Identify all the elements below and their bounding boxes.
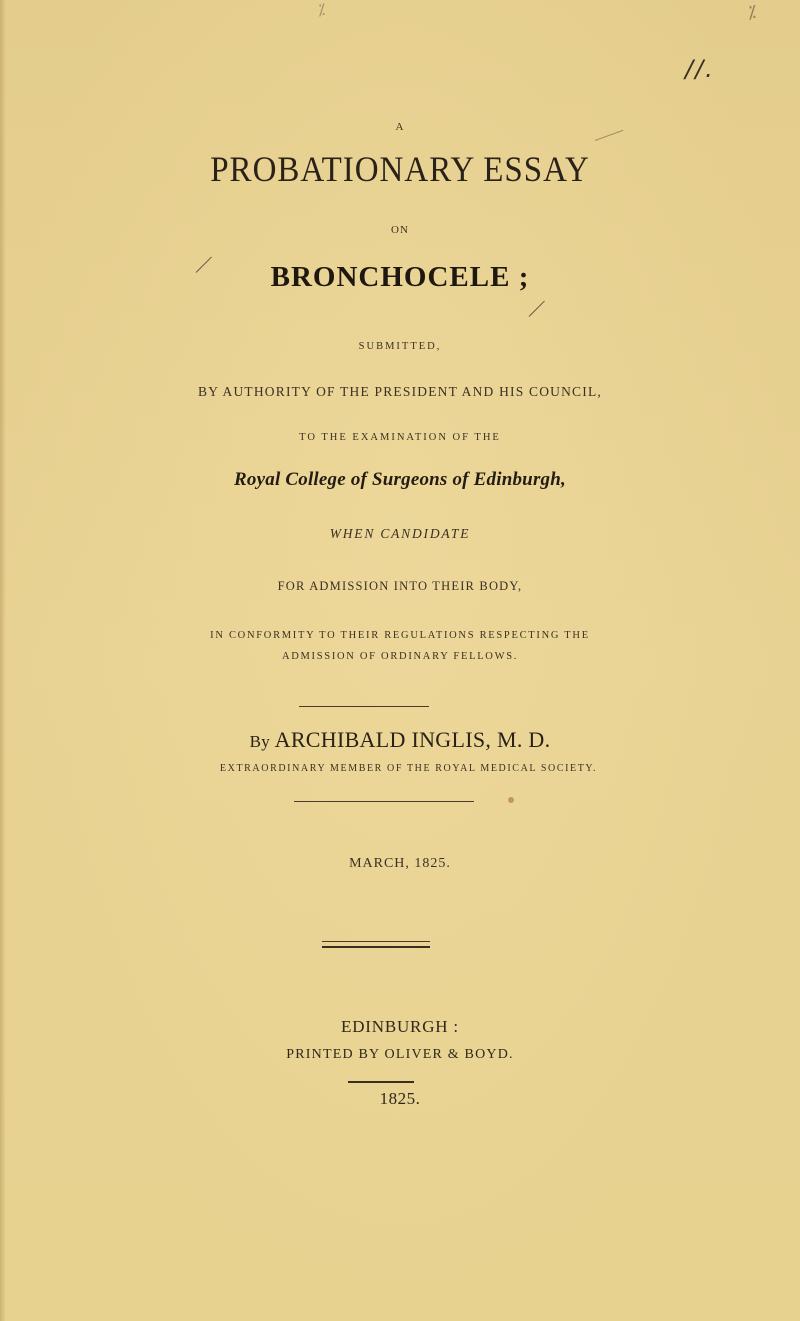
author-line — [0, 727, 800, 753]
pencil-scribble-mark: ⁒ — [748, 2, 757, 23]
imprint-city: EDINBURGH : — [341, 1017, 459, 1036]
divider-rule — [294, 801, 474, 802]
double-divider-rule — [322, 941, 430, 948]
imprint-year: 1825. — [379, 1089, 421, 1108]
divider-rule — [299, 706, 429, 707]
admission-line: FOR ADMISSION INTO THEIR BODY, — [277, 579, 523, 593]
examination-line: TO THE EXAMINATION OF THE — [299, 432, 501, 443]
author-name: ARCHIBALD INGLIS, M. D. — [274, 727, 551, 752]
imprint-printer: PRINTED BY OLIVER & BOYD. — [286, 1047, 514, 1062]
authority-line: BY AUTHORITY OF THE PRESIDENT AND HIS COUNCIL, — [198, 384, 602, 399]
page-title: PROBATIONARY ESSAY — [210, 150, 590, 190]
submitted-label: SUBMITTED, — [358, 341, 442, 352]
author-membership: EXTRAORDINARY MEMBER OF THE ROYAL MEDICAL SOCIETY. — [219, 763, 598, 774]
conformity-line-2: ADMISSION OF ORDINARY FELLOWS. — [281, 651, 519, 662]
pencil-scribble-mark: ⁒ — [318, 0, 326, 19]
title-preposition: ON — [391, 224, 409, 236]
divider-rule — [348, 1081, 414, 1083]
conformity-line-1: IN CONFORMITY TO THEIR REGULATIONS RESPECTING THE — [210, 630, 590, 641]
candidate-line: WHEN CANDIDATE — [329, 526, 471, 541]
pencil-tick-mark — [529, 301, 545, 317]
essay-subject: BRONCHOCELE ; — [270, 261, 530, 293]
handwritten-folio-mark: //. — [685, 55, 715, 83]
foxing-spot — [508, 797, 514, 803]
submission-date: MARCH, 1825. — [349, 856, 451, 871]
author-by: By — [249, 732, 271, 751]
college-name-blackletter: Royal College of Surgeons of Edinburgh, — [234, 469, 566, 490]
title-article: A — [395, 121, 405, 133]
